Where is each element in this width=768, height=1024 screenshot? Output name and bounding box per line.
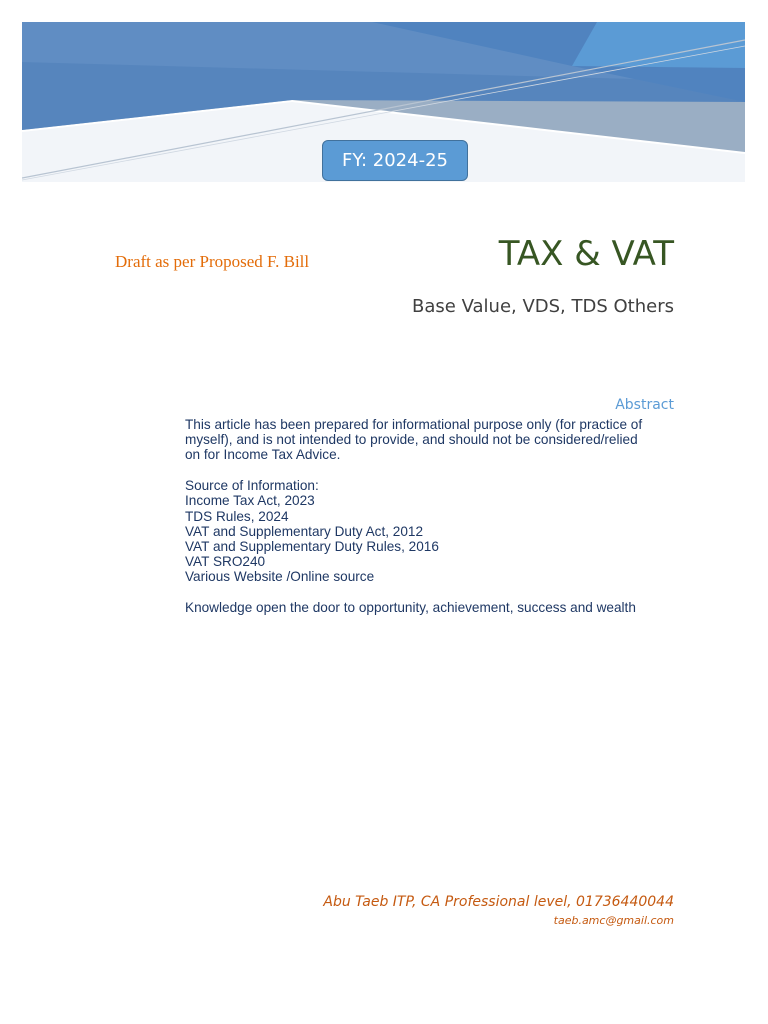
disclaimer-line: on for Income Tax Advice.: [185, 447, 341, 463]
draft-note: Draft as per Proposed F. Bill: [115, 252, 310, 271]
disclaimer-line: This article has been prepared for informational purpose only (for practice of: [185, 417, 643, 432]
fiscal-year-badge: FY: 2024-25: [322, 140, 468, 181]
author-line: Abu Taeb ITP, CA Professional level, 01736440044: [323, 894, 674, 910]
author-email: taeb.amc@gmail.com: [553, 914, 674, 927]
source-item: Various Website /Online source: [185, 569, 375, 585]
abstract-body: [185, 417, 680, 615]
paragraph-gap: [185, 585, 680, 601]
knowledge-quote: Knowledge open the door to opportunity, achievement, success and wealth: [185, 600, 636, 616]
source-item: Income Tax Act, 2023: [185, 493, 315, 509]
paragraph-gap: [185, 463, 680, 479]
source-item: TDS Rules, 2024: [185, 508, 289, 524]
source-item: VAT and Supplementary Duty Act, 2012: [185, 523, 424, 539]
source-item: VAT and Supplementary Duty Rules, 2016: [185, 538, 439, 554]
document-title: TAX & VAT: [498, 234, 674, 274]
sources-heading: Source of Information:: [185, 478, 319, 494]
source-item: VAT SRO240: [185, 554, 266, 570]
document-subtitle: Base Value, VDS, TDS Others: [412, 296, 674, 317]
abstract-heading: Abstract: [615, 397, 674, 413]
disclaimer-line: myself), and is not intended to provide, and should not be considered/relied: [185, 432, 638, 448]
